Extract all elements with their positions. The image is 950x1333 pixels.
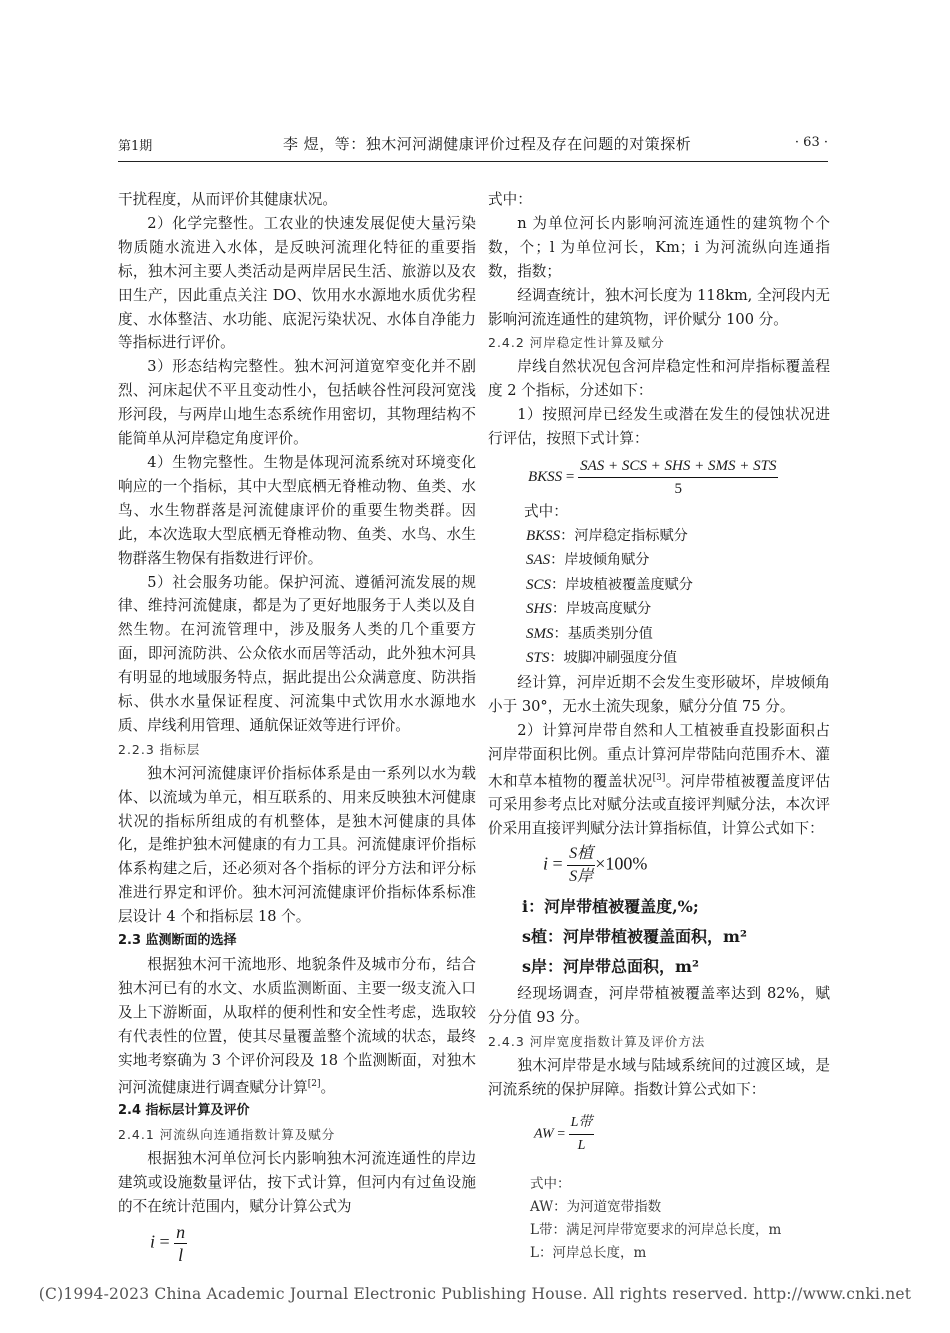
definition-list (530, 1173, 830, 1265)
definition-item: 式中： (530, 1175, 571, 1192)
paragraph: 经调查统计，独木河长度为 118km, 全河段内无影响河流连通性的建筑物，评价赋分 100 分。 (488, 286, 830, 328)
paragraph: 2）计算河岸带自然和人工植被垂直投影面积占河岸带面积比例。重点计算河岸带陆向范围乔木、灌木和草本植物的覆盖状况[3]。河岸带植被覆盖度评估可采用参考点比对赋分法或直接评判赋分法，本次评价采用直接评判赋分法计算指标值，计算公式如下： (488, 721, 830, 838)
definition-item: SMS：基质类别分值 (526, 625, 653, 642)
section-heading-2-3: 2.3 监测断面的选择 (118, 933, 237, 949)
paragraph: 经现场调查，河岸带植被覆盖率达到 82%，赋分分值 93 分。 (488, 985, 830, 1026)
section-heading-2-4-1: 2.4.1 河流纵向连通指数计算及赋分 (118, 1127, 336, 1143)
paragraph: n 为单位河长内影响河流连通性的建筑物个个数，个；l 为单位河长，Km；i 为河流纵向连通指数，指数； (488, 214, 830, 280)
paragraph: 根据独木河单位河长内影响独木河流连通性的岸边建筑或设施数量评估，按下式计算，但河内有过鱼设施的不在统计范围内，赋分计算公式为 (118, 1150, 476, 1215)
paragraph: 1）按照河岸已经发生或潜在发生的侵蚀状况进行评估，按照下式计算： (488, 406, 830, 448)
paragraph: 干扰程度，从而评价其健康状况。 (118, 191, 337, 208)
paragraph: 式中： (488, 191, 532, 208)
definition-item: SCS：岸坡植被覆盖度赋分 (526, 576, 693, 593)
definition-item: AW：为河道宽带指数 (530, 1198, 662, 1215)
paragraph: 岸线自然状况包含河岸稳定性和河岸指标覆盖程度 2 个指标，分述如下： (488, 358, 830, 400)
section-heading-2-4: 2.4 指标层计算及评价 (118, 1103, 250, 1119)
paragraph: 经计算，河岸近期不会发生变形破坏，岸坡倾角小于 30°，无水土流失现象，赋分分值 75 分。 (488, 673, 830, 715)
running-title: 李 煜，等：独木河河湖健康评价过程及存在问题的对策探析 (283, 135, 692, 153)
definition-item: STS：坡脚冲刷强度分值 (526, 650, 678, 667)
definition-item: SAS：岸坡倾角赋分 (526, 552, 650, 569)
citation[interactable]: [2] (307, 1078, 321, 1089)
page-number: · 63 · (794, 135, 828, 150)
formula-bank-stability: BKSS = $\frac{\text{SAS + SCS + SHS + SMS + STS}}{5}$ (528, 455, 830, 500)
formula-connectivity: i = $\frac{n}{l}$ (150, 1221, 186, 1265)
definition-item: s岸：河岸带总面积，m² (522, 957, 699, 977)
definition-item: BKSS：河岸稳定指标赋分 (526, 527, 688, 544)
definition-list (522, 892, 830, 982)
definition-list (526, 524, 830, 671)
right-column (488, 188, 830, 1265)
paragraph: 根据独木河干流地形、地貌条件及城市分布，结合独木河已有的水文、水质监测断面、主要一级支流入口及上下游断面，从取样的便利性和安全性考虑，选取较有代表性的位置，使其尽量覆盖整个流域的状态，最终实地考察确为 3 个评价河段及 18 个监测断面，对独木河河流健康进行调查赋分计算[2]。 (118, 956, 476, 1096)
definition-item: L带：满足河岸带宽要求的河岸总长度，m (530, 1221, 782, 1238)
definition-item: s植：河岸带植被覆盖面积，m² (522, 927, 747, 947)
running-header (118, 133, 828, 162)
paragraph: 3）形态结构完整性。独木河河道宽窄变化并不剧烈、河床起伏不平且变动性小，包括峡谷性河段河宽浅形河段，与两岸山地生态系统作用密切，其物理结构不能简单从河岸稳定角度评价。 (118, 358, 476, 448)
issue-number: 第1期 (118, 139, 153, 154)
formula-vegetation-coverage: i = $\frac{\text{S植}}{\text{S岸}}$ ×100% (543, 845, 648, 886)
paragraph: 式中： (524, 502, 568, 520)
citation[interactable]: [3] (652, 772, 666, 783)
definition-item: SHS：岸坡高度赋分 (526, 601, 652, 618)
section-heading-2-2-3: 2.2.3 指标层 (118, 741, 201, 757)
paragraph: 独木河岸带是水域与陆域系统间的过渡区域，是河流系统的保护屏障。指数计算公式如下： (488, 1056, 830, 1098)
section-heading-2-4-3: 2.4.3 河岸宽度指数计算及评价方法 (488, 1033, 706, 1049)
left-column (118, 188, 476, 1266)
definition-item: i：河岸带植被覆盖度,%; (522, 897, 699, 917)
formula-width-index: AW = $\frac{\text{L带}}{L}$ (534, 1112, 830, 1157)
paragraph: 5）社会服务功能。保护河流、遵循河流发展的规律、维持河流健康，都是为了更好地服务于人类以及自然生物。在河流管理中，涉及服务人类的几个重要方面，即河流防洪、公众依水而居等活动，此外独木河具有明显的地域服务特点，据此提出公众满意度、防洪指标、供水水量保证程度、河流集中式饮用水水源地水质、岸线利用管理、通航保证效等进行评价。 (118, 573, 476, 734)
definition-item: L：河岸总长度，m (530, 1244, 647, 1261)
paragraph: 2）化学完整性。工农业的快速发展促使大量污染物质随水流进入水体，是反映河流理化特征的重要指标，独木河主要人类活动是两岸居民生活、旅游以及农田生产，因此重点关注 DO、饮用水水源地水质优劣程度、水体整洁、水功能、底泥污染状况、水体自净能力等指标进行评价。 (118, 214, 476, 352)
paragraph: 独木河河流健康评价指标体系是由一系列以水为载体、以流域为单元，相互联系的、用来反映独木河健康状况的指标所组成的有机整体，是独木河健康的具体化，是维护独木河健康的有力工具。河流健康评价指标体系构建之后，还必须对各个指标的评分方法和评分标准进行界定和评价。独木河河流健康评价指标体系标准层设计 4 个和指标层 18 个。 (118, 764, 476, 926)
copyright-footer: (C)1994-2023 China Academic Journal Electronic Publishing House. All rights reserved. http://www.cnki.net (38, 1285, 912, 1303)
paragraph: 4）生物完整性。生物是体现河流系统对环境变化响应的一个指标，其中大型底栖无脊椎动物、鱼类、水鸟、水生物群落是河流健康评价的重要生物类群。因此，本次选取大型底栖无脊椎动物、鱼类、水鸟、水生物群落生物保有指数进行评价。 (118, 453, 476, 567)
section-heading-2-4-2: 2.4.2 河岸稳定性计算及赋分 (488, 335, 665, 351)
